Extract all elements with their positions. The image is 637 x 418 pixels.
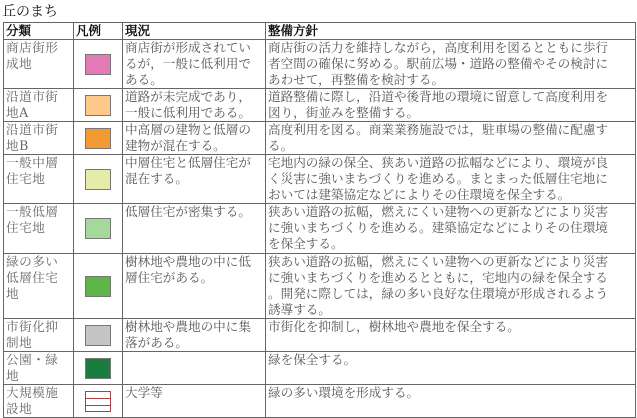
header-category: 分類: [4, 23, 74, 40]
category-cell: 沿道市街 地A: [4, 89, 74, 122]
legend-swatch: [85, 358, 111, 379]
legend-cell: [74, 385, 123, 418]
table-row: [4, 122, 636, 155]
category-cell: 市街化抑 制地: [4, 319, 74, 352]
table-row: [4, 89, 636, 122]
table-header-row: [4, 23, 636, 40]
category-cell: 沿道市街 地B: [4, 122, 74, 155]
header-policy: 整備方針: [266, 23, 636, 40]
legend-swatch: [85, 169, 111, 190]
legend-swatch: [85, 128, 111, 149]
policy-cell: 高度利用を図る。商業業務施設では，駐車場の整備に配慮す る。: [266, 122, 636, 155]
legend-swatch: [85, 391, 111, 412]
table-row: [4, 40, 636, 89]
category-cell: 一般中層 住宅地: [4, 155, 74, 204]
policy-cell: 狭あい道路の拡幅，燃えにくい建物への更新などにより災害 に強いまちづくりを進める。建築協定などによりその住環境 を保全する。: [266, 204, 636, 254]
legend-cell: [74, 40, 123, 89]
legend-swatch: [85, 218, 111, 239]
policy-cell: 緑を保全する。: [266, 352, 636, 385]
category-cell: 緑の多い 低層住宅 地: [4, 254, 74, 319]
table-row: [4, 319, 636, 352]
table-row: [4, 204, 636, 254]
category-cell: 公園・緑 地: [4, 352, 74, 385]
page-title: 丘のまち: [2, 4, 58, 20]
legend-cell: [74, 254, 123, 319]
table-row: [4, 385, 636, 418]
category-cell: 一般低層 住宅地: [4, 204, 74, 254]
legend-cell: [74, 155, 123, 204]
table-row: [4, 155, 636, 204]
legend-swatch: [85, 54, 111, 75]
policy-cell: 狭あい道路の拡幅，燃えにくい建物への更新などにより災害 に強いまちづくりを進めるとともに，宅地内の緑を保全する 。開発に際しては，緑の多い良好な住環境が形成されるよう 誘導する。: [266, 254, 636, 319]
current-cell: 大学等: [123, 385, 266, 418]
policy-cell: 市街化を抑制し，樹林地や農地を保全する。: [266, 319, 636, 352]
current-cell: 商店街が形成されてい るが，一般に低利用で ある。: [123, 40, 266, 89]
policy-cell: 道路整備に際し，沿道や後背地の環境に留意して高度利用を 図り，街並みを整備する。: [266, 89, 636, 122]
category-cell: 大規模施 設地: [4, 385, 74, 418]
header-legend: 凡例: [74, 23, 123, 40]
policy-cell: 緑の多い環境を形成する。: [266, 385, 636, 418]
table-row: [4, 254, 636, 319]
current-cell: 樹林地や農地の中に集 落がある。: [123, 319, 266, 352]
current-cell: 樹林地や農地の中に低 層住宅がある。: [123, 254, 266, 319]
category-cell: 商店街形 成地: [4, 40, 74, 89]
current-cell: 道路が未完成であり， 一般に低利用である。: [123, 89, 266, 122]
current-cell: [123, 352, 266, 385]
legend-swatch: [85, 325, 111, 346]
current-cell: 中層住宅と低層住宅が 混在する。: [123, 155, 266, 204]
legend-cell: [74, 319, 123, 352]
policy-cell: 商店街の活力を維持しながら，高度利用を図るとともに歩行 者空間の確保に努める。駅前広場・道路の整備やその検討に あわせて，再整備を検討する。: [266, 40, 636, 89]
table-row: [4, 352, 636, 385]
legend-cell: [74, 89, 123, 122]
legend-swatch: [85, 95, 111, 116]
current-cell: 中高層の建物と低層の 建物が混在する。: [123, 122, 266, 155]
legend-swatch: [85, 276, 111, 297]
legend-cell: [74, 122, 123, 155]
legend-cell: [74, 352, 123, 385]
current-cell: 低層住宅が密集する。: [123, 204, 266, 254]
land-use-table: [3, 22, 636, 418]
header-current: 現況: [123, 23, 266, 40]
policy-cell: 宅地内の緑の保全、狭あい道路の拡幅などにより、環境が良 く災害に強いまちづくりを進める。まとまった低層住宅地に おいては建築協定などによりその住環境を保全する。: [266, 155, 636, 204]
legend-cell: [74, 204, 123, 254]
